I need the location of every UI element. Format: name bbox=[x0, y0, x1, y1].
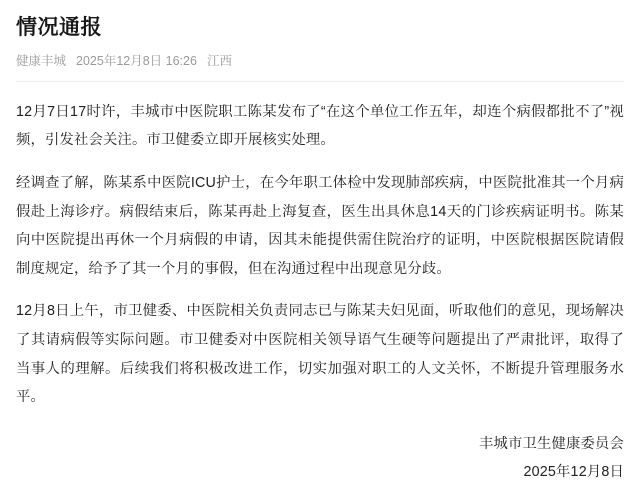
article-paragraph: 12月7日17时许，丰城市中医院职工陈某发布了“在这个单位工作五年，却连个病假都批不了”视频，引发社会关注。市卫健委立即开展核实处理。 bbox=[16, 103, 624, 149]
page-title: 情况通报 bbox=[16, 16, 102, 39]
signature-date: 2025年12月8日 bbox=[523, 464, 624, 481]
header-divider bbox=[16, 81, 624, 82]
article-meta bbox=[16, 53, 624, 71]
signature-organization: 丰城市卫生健康委员会 bbox=[479, 435, 624, 452]
article-body bbox=[16, 98, 624, 412]
article-signature bbox=[16, 430, 624, 487]
article-paragraph: 12月8日上午，市卫健委、中医院相关负责同志已与陈某夫妇见面，听取他们的意见，现场解决了其请病假等实际问题。市卫健委对中医院相关领导语气生硬等问题提出了严肃批评，取得了当事人的理解。后续我们将积极改进工作，切实加强对职工的人文关怀，不断提升管理服务水平。 bbox=[16, 303, 624, 406]
article-paragraph: 经调查了解，陈某系中医院ICU护士，在今年职工体检中发现肺部疾病，中医院批准其一个月病假赴上海诊疗。病假结束后，陈某再赴上海复查，医生出具休息14天的门诊疾病证明书。陈某向中医院提出再休一个月病假的申请，因其未能提供需住院治疗的证明，中医院根据医院请假制度规定，给予了其一个月的事假，但在沟通过程中出现意见分歧。 bbox=[16, 174, 624, 277]
article-source: 健康丰城 bbox=[16, 54, 67, 69]
article-location: 江西 bbox=[206, 54, 232, 69]
article-datetime: 2025年12月8日 16:26 bbox=[76, 54, 197, 69]
